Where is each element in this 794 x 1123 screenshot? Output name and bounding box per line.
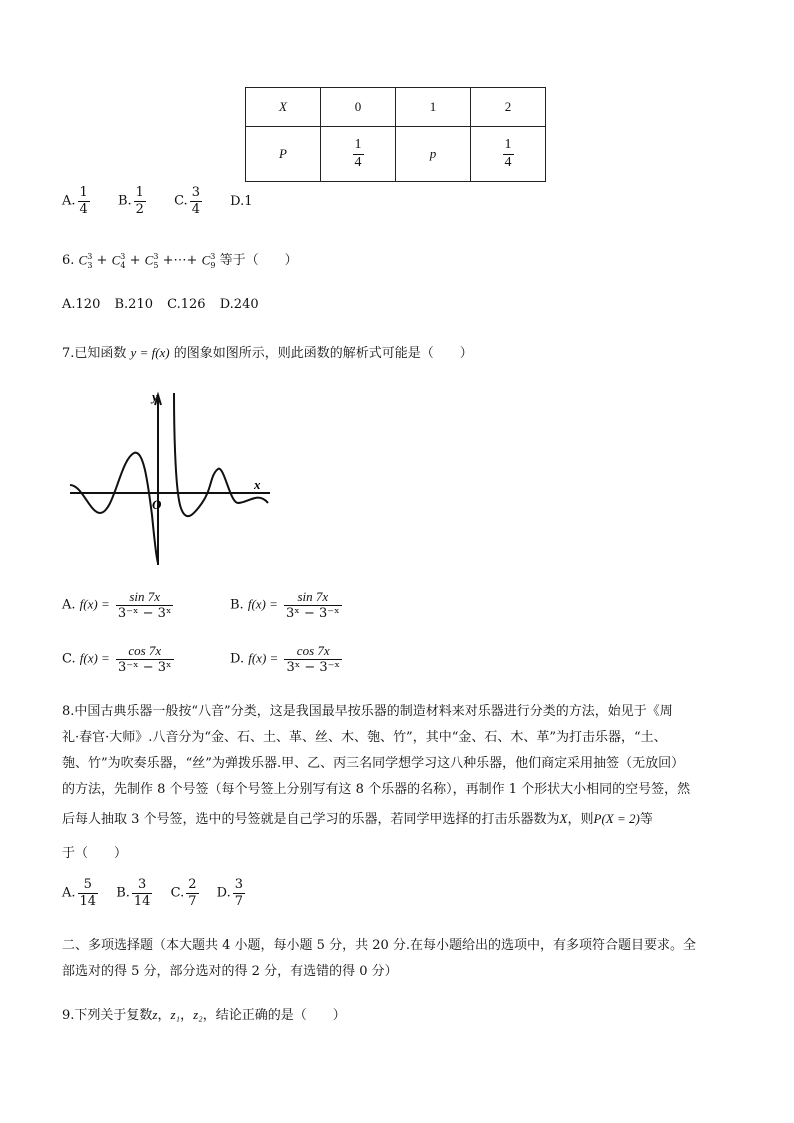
comb-sub: 5: [153, 260, 159, 270]
q8-line: 于（ ）: [62, 846, 128, 861]
variable: z₂: [193, 1007, 203, 1022]
fraction: [190, 186, 202, 216]
comb-symbol: C: [111, 252, 121, 267]
curve-right: [174, 393, 268, 516]
option-label: B.: [116, 885, 130, 901]
option-c: [62, 644, 176, 674]
numerator: 1: [354, 136, 362, 152]
q8-line: 礼·春官·大师》.八音分为“金、石、土、革、丝、木、匏、竹”，其中“金、石、木、革”为打击乐器，“土、: [62, 730, 667, 745]
table-cell: 2: [471, 88, 546, 127]
option-lhs: f(x) =: [248, 650, 279, 666]
plus-op: +: [129, 253, 141, 268]
fraction: [132, 878, 153, 908]
comb-sup: 3: [210, 251, 216, 261]
denominator: 3⁻ˣ − 3ˣ: [117, 659, 172, 675]
option-c: [174, 186, 204, 216]
comb-sup: 3: [120, 251, 126, 261]
option-label: C.: [62, 651, 76, 667]
fraction: [503, 138, 514, 170]
q8-line: 匏、竹”为吹奏乐器，“丝”为弹拨乐器.甲、乙、丙三名同学想学习这八种乐器，他们商定采用抽签（无放回）: [62, 756, 685, 771]
q6-options: [62, 297, 269, 312]
option-b: B.210: [114, 297, 153, 312]
numerator: cos 7x: [296, 643, 330, 658]
fraction: [284, 644, 342, 674]
numerator: sin 7x: [129, 589, 161, 604]
q8-line: [62, 808, 653, 827]
variable: z: [152, 1007, 158, 1022]
option-label: B.: [117, 193, 132, 209]
table-cell: [471, 127, 546, 182]
q8-line: 8.中国古典乐器一般按“八音”分类，这是我国最早按乐器的制造材料来对乐器进行分类的方法，始见于《周: [62, 704, 673, 719]
numerator: sin 7x: [297, 589, 329, 604]
option-lhs: f(x) =: [79, 596, 110, 612]
table-row: [246, 127, 546, 182]
table-cell: 1: [396, 88, 471, 127]
combination-term: [145, 252, 159, 270]
question-stem: 7.已知函数: [62, 346, 127, 361]
text-segment: 等: [639, 812, 653, 827]
option-b: [230, 590, 344, 620]
plus-ellipsis-op: +⋯+: [162, 253, 198, 268]
comb-symbol: C: [201, 252, 211, 267]
option-lhs: f(x) =: [247, 596, 278, 612]
comb-sup: 3: [153, 251, 159, 261]
comb-symbol: C: [78, 252, 88, 267]
text-segment: 后每人抽取 3 个号签，选中的号签就是自己学习的乐器，若同学甲选择的打击乐器数为: [62, 812, 560, 827]
numerator: 1: [504, 136, 512, 152]
denominator: 7: [188, 893, 197, 909]
option-label: A.: [62, 597, 76, 613]
denominator: 3ˣ − 3⁻ˣ: [286, 659, 341, 675]
denominator: 14: [79, 893, 97, 909]
question-stem: 9.下列关于复数: [62, 1008, 153, 1023]
q8-line: 的方法，先制作 8 个号签（每个号签上分别写有这 8 个乐器的名称），再制作 1 个形状大小相同的空号签，然: [62, 782, 691, 797]
option-d: D.1: [230, 193, 253, 209]
fraction: [116, 590, 174, 620]
option-label: C.: [174, 193, 188, 209]
option-label: D.: [230, 651, 245, 667]
option-lhs: f(x) =: [79, 650, 110, 666]
denominator: 2: [135, 201, 144, 217]
variable: X: [559, 811, 568, 826]
section-heading: 二、多项选择题（本大题共 4 小题，每小题 5 分，共 20 分.在每小题给出的选项中，有多项符合题目要求。全: [62, 938, 697, 953]
text-segment: ，则: [567, 812, 594, 827]
denominator: 3ˣ − 3⁻ˣ: [286, 605, 340, 621]
fraction: [284, 590, 342, 620]
denominator: 14: [133, 893, 151, 909]
question-suffix: 等于（ ）: [219, 253, 298, 268]
combination-term: [79, 252, 93, 270]
option-d: D.240: [219, 297, 259, 312]
distribution-table: [245, 87, 546, 182]
numerator: 3: [191, 185, 200, 200]
formula: y = f(x): [130, 345, 170, 360]
fraction: [233, 878, 245, 908]
option-c: [171, 878, 201, 908]
option-a: [62, 590, 175, 620]
plus-op: +: [96, 253, 108, 268]
section-heading: 部选对的得 5 分，部分选对的得 2 分，有选错的得 0 分）: [62, 964, 398, 979]
question-6: [62, 249, 298, 270]
numerator: 5: [83, 877, 92, 892]
fraction: [78, 186, 90, 216]
q5-options: [62, 186, 274, 216]
question-9: [62, 1004, 346, 1023]
function-graph: [62, 385, 277, 570]
fraction: [116, 644, 174, 674]
option-label: B.: [230, 597, 244, 613]
denominator: 4: [79, 201, 88, 217]
option-b: [118, 186, 148, 216]
table-row: [246, 88, 546, 127]
numerator: 1: [79, 185, 88, 200]
question-number: 6.: [62, 253, 75, 268]
comb-sup: 3: [87, 251, 93, 261]
option-d: [230, 644, 344, 674]
variable: z₁: [170, 1007, 181, 1022]
table-cell: P: [246, 127, 321, 182]
fraction: [186, 878, 198, 908]
option-d: [217, 878, 247, 908]
origin-label: O: [152, 497, 162, 512]
denominator: 4: [191, 201, 200, 217]
curve-left: [70, 453, 158, 563]
combination-term: [112, 252, 126, 270]
numerator: 3: [138, 877, 147, 892]
option-label: C.: [170, 885, 185, 901]
table-cell: X: [246, 88, 321, 127]
x-label: x: [254, 477, 261, 492]
option-b: [116, 878, 154, 908]
table-cell: [321, 127, 396, 182]
comb-sub: 4: [120, 260, 126, 270]
option-a: [62, 186, 92, 216]
numerator: 1: [135, 185, 144, 200]
denominator: 7: [234, 893, 244, 909]
option-c: C.126: [167, 297, 206, 312]
option-a: A.120: [62, 297, 101, 312]
table-cell: p: [396, 127, 471, 182]
denominator: 4: [504, 154, 512, 170]
fraction: [353, 138, 364, 170]
denominator: 4: [354, 154, 362, 170]
option-label: A.: [62, 193, 76, 209]
question-stem: 的图象如图所示，则此函数的解析式可能是（ ）: [173, 346, 473, 361]
separator: ，: [157, 1008, 171, 1023]
y-label: y: [152, 389, 158, 404]
comb-sub: 9: [210, 260, 216, 270]
numerator: cos 7x: [128, 643, 162, 658]
separator: ，: [180, 1008, 194, 1023]
table-cell: 0: [321, 88, 396, 127]
denominator: 3⁻ˣ − 3ˣ: [117, 605, 172, 621]
option-label: D.: [216, 885, 231, 901]
q8-options: [62, 878, 259, 908]
question-stem: ，结论正确的是（ ）: [202, 1008, 346, 1023]
option-a: [62, 878, 100, 908]
numerator: 2: [188, 877, 197, 892]
fraction: [78, 878, 99, 908]
fraction: [134, 186, 146, 216]
comb-symbol: C: [144, 252, 154, 267]
formula: P(X = 2): [593, 811, 640, 826]
question-7: [62, 342, 473, 361]
numerator: 3: [234, 877, 244, 892]
option-label: A.: [62, 885, 76, 901]
comb-sub: 3: [87, 260, 93, 270]
combination-term: [202, 252, 216, 270]
